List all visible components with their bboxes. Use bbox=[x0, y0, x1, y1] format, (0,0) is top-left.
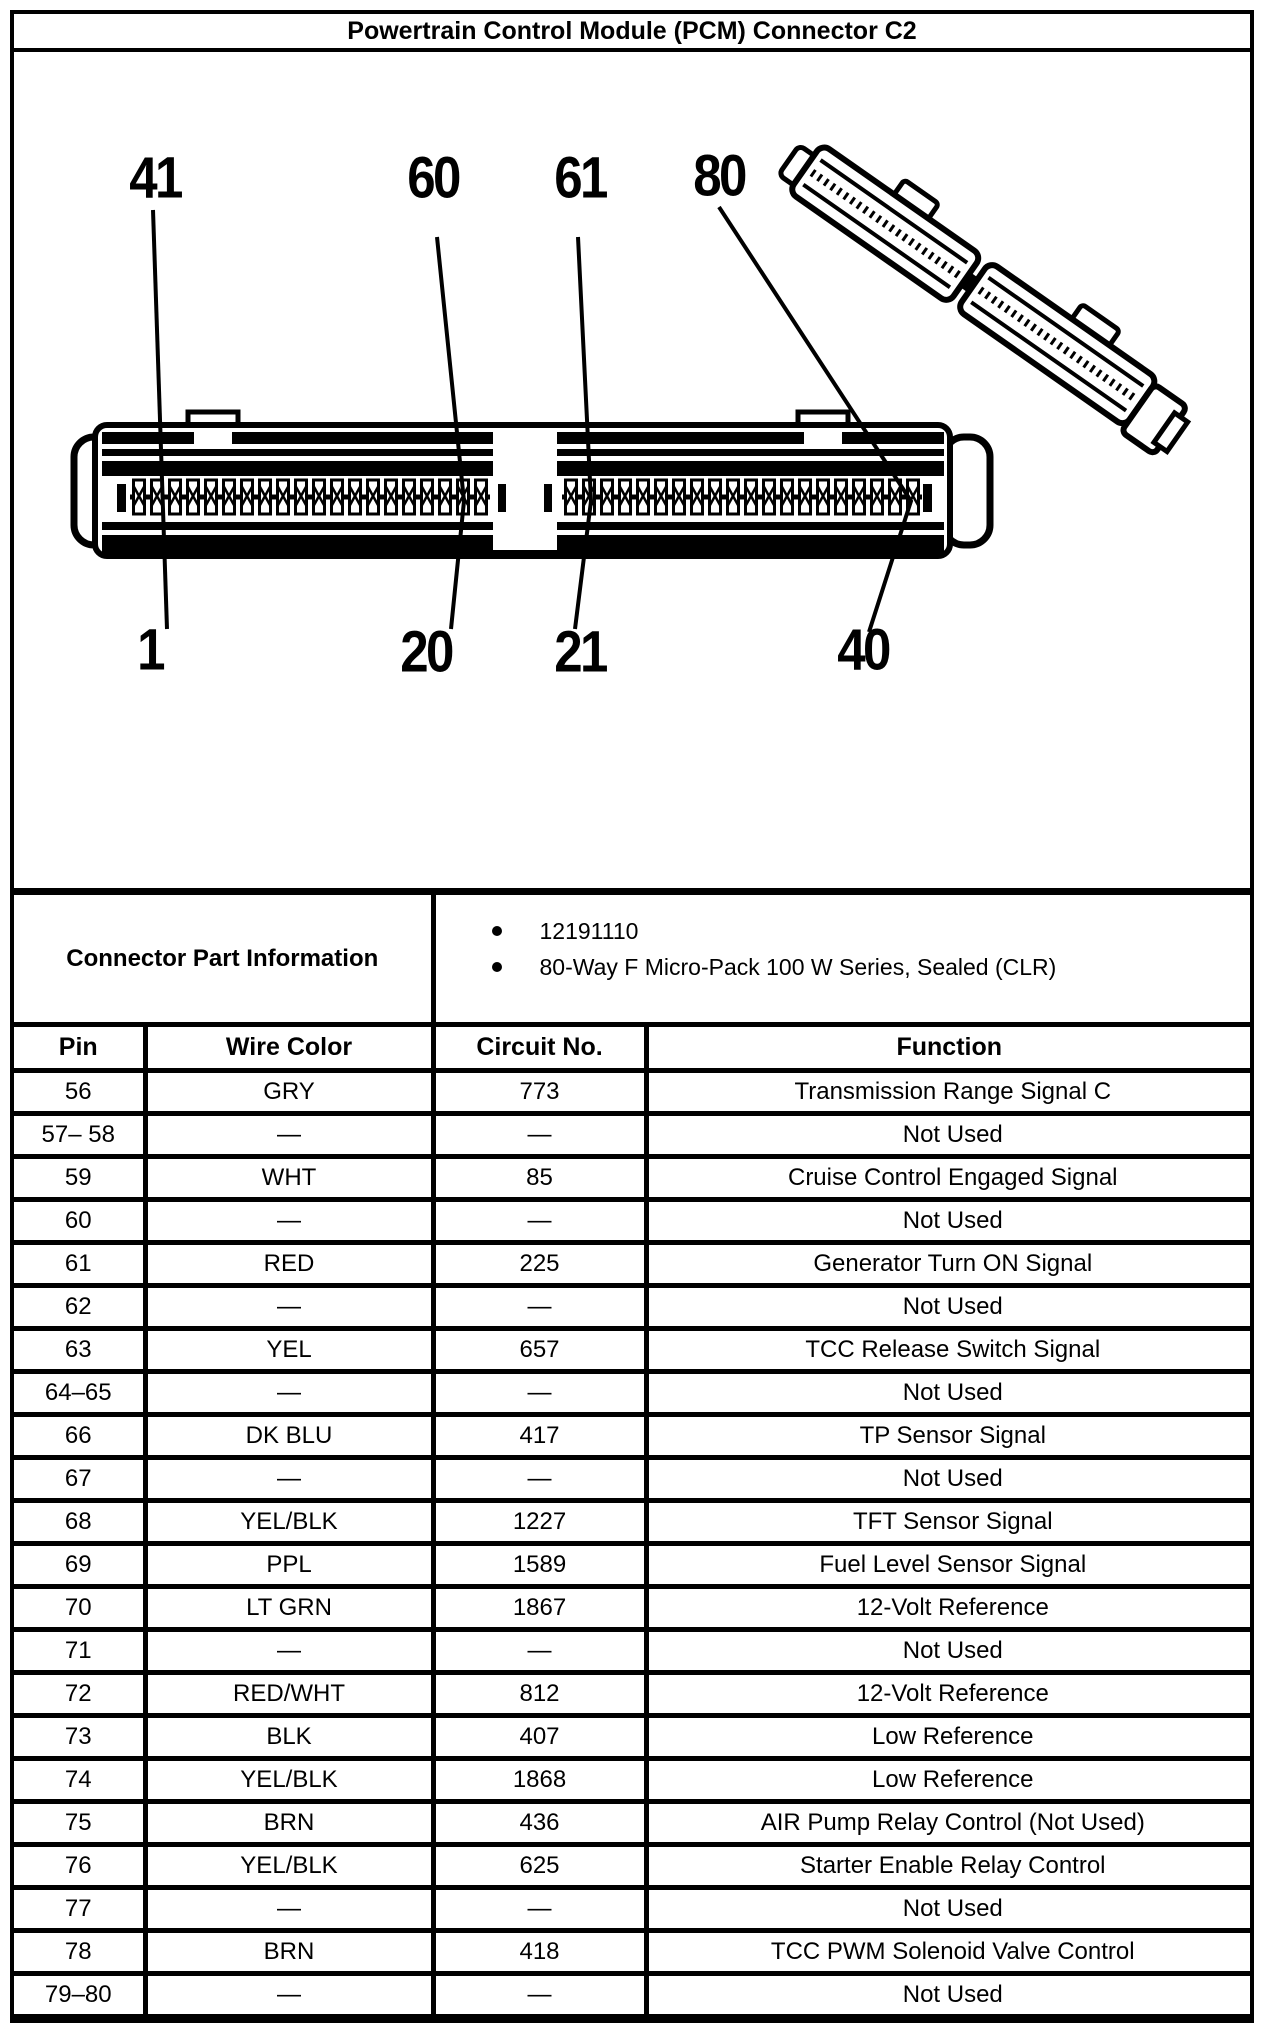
circuit-cell: 1589 bbox=[433, 1544, 646, 1587]
pcm-connector-page bbox=[10, 10, 1254, 2023]
wire-color-cell: GRY bbox=[145, 1071, 433, 1114]
table-row bbox=[14, 1931, 1250, 1974]
pin-cell: 77 bbox=[14, 1888, 145, 1931]
function-cell: Not Used bbox=[646, 1372, 1250, 1415]
circuit-cell: — bbox=[433, 1630, 646, 1673]
table-row bbox=[14, 1415, 1250, 1458]
pin-cell: 76 bbox=[14, 1845, 145, 1888]
pin-column-header: Pin bbox=[14, 1025, 145, 1071]
pin-1-label: 1 bbox=[137, 617, 163, 683]
function-cell: 12-Volt Reference bbox=[646, 1587, 1250, 1630]
pin-40-label: 40 bbox=[837, 617, 889, 683]
circuit-cell: — bbox=[433, 1974, 646, 2017]
function-cell: AIR Pump Relay Control (Not Used) bbox=[646, 1802, 1250, 1845]
table-row bbox=[14, 1888, 1250, 1931]
circuit-cell: — bbox=[433, 1200, 646, 1243]
connector-part-info-label: Connector Part Information bbox=[14, 892, 433, 1025]
leader-line-41-1 bbox=[153, 210, 167, 629]
circuit-cell: 407 bbox=[433, 1716, 646, 1759]
part-description: 80-Way F Micro-Pack 100 W Series, Sealed (CLR) bbox=[539, 953, 1057, 980]
connector-diagram bbox=[14, 52, 1250, 888]
wire-color-cell: DK BLU bbox=[145, 1415, 433, 1458]
pin-cell: 57– 58 bbox=[14, 1114, 145, 1157]
table-row bbox=[14, 1329, 1250, 1372]
table-row bbox=[14, 1501, 1250, 1544]
part-number-item bbox=[492, 913, 1249, 949]
pin-cell: 62 bbox=[14, 1286, 145, 1329]
table-row bbox=[14, 1802, 1250, 1845]
pin-cell: 67 bbox=[14, 1458, 145, 1501]
connector-diagram-drawing bbox=[14, 52, 1250, 888]
pin-cell: 60 bbox=[14, 1200, 145, 1243]
table-row bbox=[14, 1458, 1250, 1501]
circuit-cell: — bbox=[433, 1458, 646, 1501]
circuit-column-header: Circuit No. bbox=[433, 1025, 646, 1071]
pin-cell: 79–80 bbox=[14, 1974, 145, 2017]
pin-61-label: 61 bbox=[554, 145, 606, 211]
table-row bbox=[14, 1114, 1250, 1157]
function-cell: Cruise Control Engaged Signal bbox=[646, 1157, 1250, 1200]
function-cell: TFT Sensor Signal bbox=[646, 1501, 1250, 1544]
pin-cell: 64–65 bbox=[14, 1372, 145, 1415]
circuit-cell: 1868 bbox=[433, 1759, 646, 1802]
circuit-cell: 1227 bbox=[433, 1501, 646, 1544]
table-row bbox=[14, 1716, 1250, 1759]
table-row bbox=[14, 1673, 1250, 1716]
circuit-cell: 225 bbox=[433, 1243, 646, 1286]
wire-color-cell: RED/WHT bbox=[145, 1673, 433, 1716]
pin-41-label: 41 bbox=[129, 145, 181, 211]
table-row bbox=[14, 1845, 1250, 1888]
function-column-header: Function bbox=[646, 1025, 1250, 1071]
circuit-cell: 417 bbox=[433, 1415, 646, 1458]
pin-21-label: 21 bbox=[554, 619, 606, 685]
pin-60-label: 60 bbox=[407, 145, 459, 211]
connector-part-info-row bbox=[14, 892, 1250, 1025]
circuit-cell: 1867 bbox=[433, 1587, 646, 1630]
wire-color-cell: — bbox=[145, 1630, 433, 1673]
function-cell: Low Reference bbox=[646, 1759, 1250, 1802]
connector-front-view bbox=[74, 412, 990, 556]
table-row bbox=[14, 1157, 1250, 1200]
wire-color-cell: YEL/BLK bbox=[145, 1759, 433, 1802]
function-cell: Low Reference bbox=[646, 1716, 1250, 1759]
circuit-cell: — bbox=[433, 1888, 646, 1931]
pin-cell: 68 bbox=[14, 1501, 145, 1544]
wire-color-cell: RED bbox=[145, 1243, 433, 1286]
table-header-row bbox=[14, 1025, 1250, 1071]
table-row bbox=[14, 1544, 1250, 1587]
function-cell: Generator Turn ON Signal bbox=[646, 1243, 1250, 1286]
pin-cell: 70 bbox=[14, 1587, 145, 1630]
function-cell: Not Used bbox=[646, 1630, 1250, 1673]
circuit-cell: — bbox=[433, 1286, 646, 1329]
wire-color-cell: — bbox=[145, 1286, 433, 1329]
wire-color-cell: — bbox=[145, 1372, 433, 1415]
function-cell: Transmission Range Signal C bbox=[646, 1071, 1250, 1114]
wire-color-cell: BRN bbox=[145, 1802, 433, 1845]
circuit-cell: 773 bbox=[433, 1071, 646, 1114]
wire-color-cell: — bbox=[145, 1974, 433, 2017]
circuit-cell: — bbox=[433, 1114, 646, 1157]
wire-color-cell: — bbox=[145, 1114, 433, 1157]
circuit-cell: 85 bbox=[433, 1157, 646, 1200]
connector-isometric-view bbox=[771, 119, 1209, 460]
pin-table-body bbox=[14, 1071, 1250, 2017]
wire-color-cell: YEL bbox=[145, 1329, 433, 1372]
circuit-cell: 418 bbox=[433, 1931, 646, 1974]
page-title: Powertrain Control Module (PCM) Connector C2 bbox=[14, 14, 1250, 52]
table-row bbox=[14, 1286, 1250, 1329]
table-row bbox=[14, 1071, 1250, 1114]
pin-cell: 63 bbox=[14, 1329, 145, 1372]
function-cell: Not Used bbox=[646, 1114, 1250, 1157]
wire-color-cell: LT GRN bbox=[145, 1587, 433, 1630]
table-row bbox=[14, 1630, 1250, 1673]
pin-cell: 66 bbox=[14, 1415, 145, 1458]
wire-color-cell: — bbox=[145, 1200, 433, 1243]
wire-color-cell: YEL/BLK bbox=[145, 1501, 433, 1544]
wire-color-cell: BLK bbox=[145, 1716, 433, 1759]
pin-cell: 69 bbox=[14, 1544, 145, 1587]
pin-cell: 75 bbox=[14, 1802, 145, 1845]
function-cell: Not Used bbox=[646, 1286, 1250, 1329]
wire-color-column-header: Wire Color bbox=[145, 1025, 433, 1071]
circuit-cell: 812 bbox=[433, 1673, 646, 1716]
bullet-icon bbox=[492, 926, 502, 936]
table-row bbox=[14, 1243, 1250, 1286]
table-row bbox=[14, 1759, 1250, 1802]
pin-20-label: 20 bbox=[400, 619, 452, 685]
part-description-item bbox=[492, 949, 1249, 985]
wire-color-cell: PPL bbox=[145, 1544, 433, 1587]
circuit-cell: — bbox=[433, 1372, 646, 1415]
function-cell: Not Used bbox=[646, 1200, 1250, 1243]
wire-color-cell: WHT bbox=[145, 1157, 433, 1200]
pin-cell: 72 bbox=[14, 1673, 145, 1716]
pin-row-left-group bbox=[130, 476, 490, 518]
function-cell: TP Sensor Signal bbox=[646, 1415, 1250, 1458]
connector-part-info-values bbox=[433, 892, 1250, 1025]
function-cell: Starter Enable Relay Control bbox=[646, 1845, 1250, 1888]
function-cell: TCC Release Switch Signal bbox=[646, 1329, 1250, 1372]
pin-cell: 61 bbox=[14, 1243, 145, 1286]
table-row bbox=[14, 1974, 1250, 2017]
function-cell: TCC PWM Solenoid Valve Control bbox=[646, 1931, 1250, 1974]
pin-cell: 74 bbox=[14, 1759, 145, 1802]
pin-row-right-group bbox=[562, 476, 922, 518]
table-row bbox=[14, 1372, 1250, 1415]
wire-color-cell: BRN bbox=[145, 1931, 433, 1974]
pin-cell: 73 bbox=[14, 1716, 145, 1759]
bullet-icon bbox=[492, 962, 502, 972]
connector-table bbox=[14, 888, 1250, 2019]
circuit-cell: 625 bbox=[433, 1845, 646, 1888]
wire-color-cell: YEL/BLK bbox=[145, 1845, 433, 1888]
pin-cell: 56 bbox=[14, 1071, 145, 1114]
pin-cell: 59 bbox=[14, 1157, 145, 1200]
function-cell: Not Used bbox=[646, 1974, 1250, 2017]
pin-cell: 71 bbox=[14, 1630, 145, 1673]
wire-color-cell: — bbox=[145, 1888, 433, 1931]
part-number: 12191110 bbox=[539, 917, 639, 944]
pin-cell: 78 bbox=[14, 1931, 145, 1974]
circuit-cell: 657 bbox=[433, 1329, 646, 1372]
function-cell: Not Used bbox=[646, 1888, 1250, 1931]
table-row bbox=[14, 1587, 1250, 1630]
function-cell: Not Used bbox=[646, 1458, 1250, 1501]
pin-80-label: 80 bbox=[693, 143, 745, 209]
circuit-cell: 436 bbox=[433, 1802, 646, 1845]
function-cell: 12-Volt Reference bbox=[646, 1673, 1250, 1716]
wire-color-cell: — bbox=[145, 1458, 433, 1501]
function-cell: Fuel Level Sensor Signal bbox=[646, 1544, 1250, 1587]
table-row bbox=[14, 1200, 1250, 1243]
